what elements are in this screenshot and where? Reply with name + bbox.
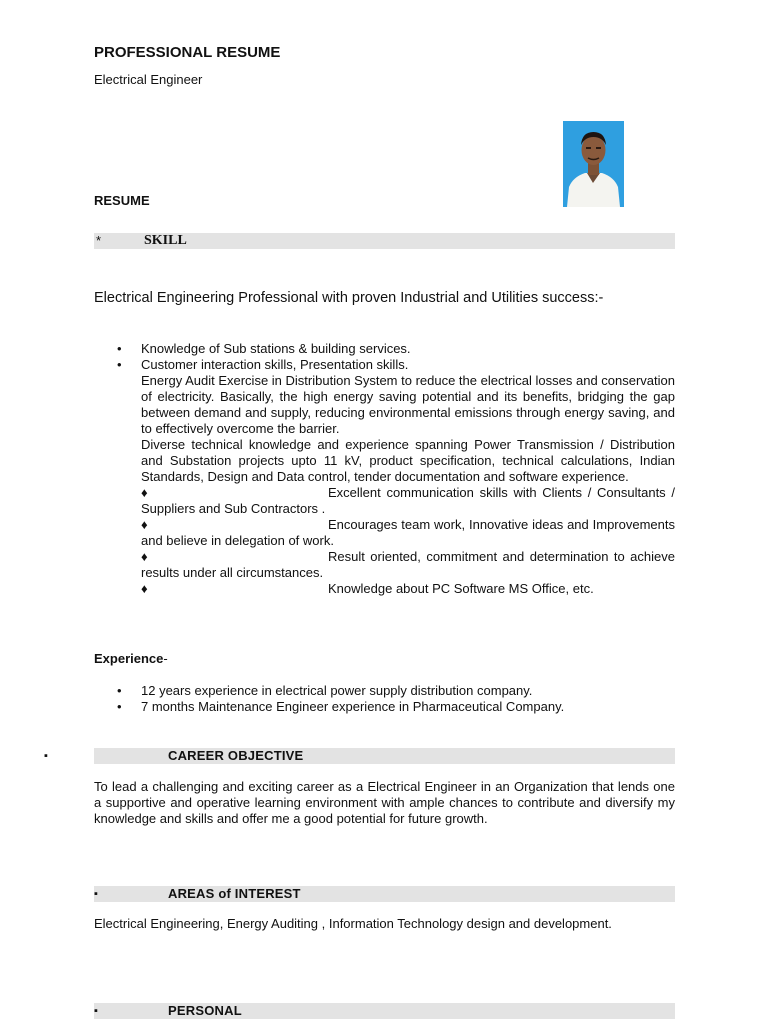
list-item xyxy=(117,357,675,597)
experience-heading-suffix: - xyxy=(163,651,168,666)
diamond-item-text: Result oriented, commitment and determination to achieve results under all circumstances. xyxy=(141,549,675,580)
experience-item-text: 12 years experience in electrical power supply distribution company. xyxy=(141,683,533,698)
diamond-item xyxy=(141,581,675,597)
experience-heading-text: Experience xyxy=(94,651,164,666)
list-item xyxy=(117,341,675,357)
diamond-item-text: Excellent communication skills with Clients / Consultants / Suppliers and Sub Contractors . xyxy=(141,485,675,516)
personal-bar xyxy=(94,1003,675,1019)
career-objective-text: To lead a challenging and exciting career as a Electrical Engineer in an Organization that lends one a supportive and operative learning environment with ample chances to contribute and diversify my knowledge and skills and offer me a good potential for future growth. xyxy=(94,779,675,826)
bullet-icon: • xyxy=(117,341,122,356)
resume-heading: RESUME xyxy=(94,193,150,208)
diamond-icon: ♦ xyxy=(141,581,148,596)
diamond-icon: ♦ xyxy=(141,485,148,500)
list-item xyxy=(117,699,675,715)
areas-of-interest-heading: AREAS of INTEREST xyxy=(168,886,301,901)
profile-photo-image xyxy=(563,121,624,207)
document-title: PROFESSIONAL RESUME xyxy=(94,44,281,61)
diamond-item xyxy=(141,549,675,581)
career-objective-heading: CAREER OBJECTIVE xyxy=(168,748,304,763)
document-subtitle: Electrical Engineer xyxy=(94,72,203,87)
diamond-icon: ♦ xyxy=(141,549,148,564)
areas-of-interest-bar xyxy=(94,886,675,902)
experience-heading xyxy=(94,651,168,667)
skill-list xyxy=(117,341,675,597)
skill-intro: Electrical Engineering Professional with proven Industrial and Utilities success:- xyxy=(94,290,604,306)
skill-paragraph: Diverse technical knowledge and experience spanning Power Transmission / Distribution and Substation projects upto 11 kV, product specification, technical calculations, Indian Standards, Design and Data control, tender documentation and software experience. xyxy=(141,437,675,484)
profile-photo xyxy=(563,121,624,207)
square-bullet-icon: ▪ xyxy=(94,888,98,900)
skill-marker: * xyxy=(96,233,102,248)
list-item xyxy=(117,683,675,699)
diamond-item-text: Encourages team work, Innovative ideas and Improvements and believe in delegation of work. xyxy=(141,517,675,548)
experience-item-text: 7 months Maintenance Engineer experience in Pharmaceutical Company. xyxy=(141,699,565,714)
bullet-icon: • xyxy=(117,683,122,698)
diamond-item xyxy=(141,517,675,549)
skill-section-bar xyxy=(94,233,675,249)
bullet-icon: • xyxy=(117,699,122,714)
diamond-item xyxy=(141,485,675,517)
square-bullet-icon: ▪ xyxy=(44,750,48,762)
skill-bullet-text: Customer interaction skills, Presentation skills. xyxy=(141,357,409,372)
experience-list xyxy=(117,683,675,715)
skill-bullet-text: Knowledge of Sub stations & building services. xyxy=(141,341,411,356)
bullet-icon: • xyxy=(117,357,122,372)
skill-heading: SKILL xyxy=(144,233,187,248)
personal-heading: PERSONAL xyxy=(168,1003,242,1018)
areas-of-interest-text: Electrical Engineering, Energy Auditing , Information Technology design and development. xyxy=(94,916,612,931)
square-bullet-icon: ▪ xyxy=(94,1005,98,1017)
diamond-item-text: Knowledge about PC Software MS Office, etc. xyxy=(328,581,594,596)
career-objective-bar xyxy=(44,748,675,764)
diamond-icon: ♦ xyxy=(141,517,148,532)
skill-paragraph: Energy Audit Exercise in Distribution System to reduce the electrical losses and conservation of electricity. Basically, the high energy saving potential and its benefits, bridging the gap between demand and supply, reducing environmental emissions through energy saving, and to effectively overcome the barrier. xyxy=(141,373,675,436)
